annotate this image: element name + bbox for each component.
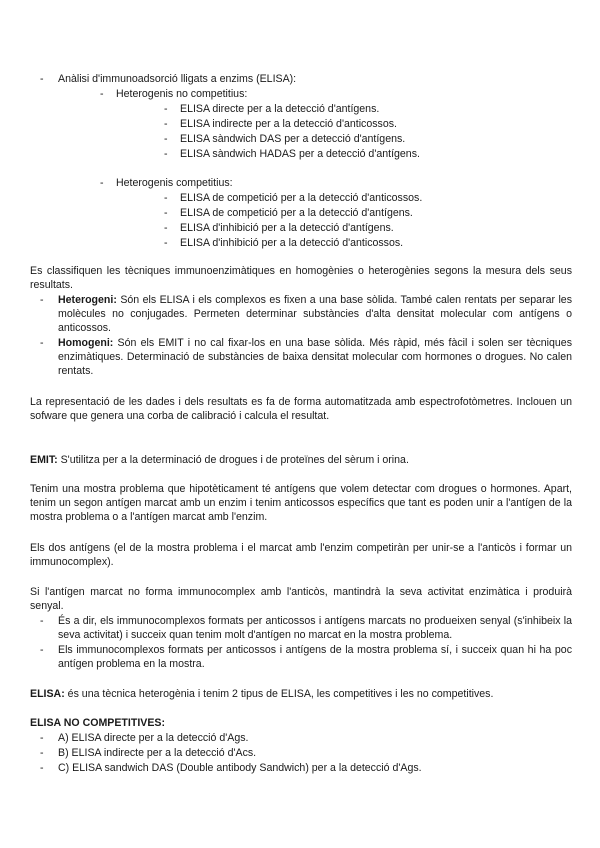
bullet-dash: - xyxy=(164,207,168,219)
list-item: ELISA de competició per a la detecció d'anticossos. xyxy=(180,192,423,204)
bullet-dash: - xyxy=(100,88,104,100)
emit-paragraph xyxy=(30,453,572,467)
classification-intro: Es classifiquen les tècniques immunoenzimàtiques en homogènies o heterogènies segons la mesura dels seus resultats. xyxy=(30,265,572,292)
bullet-dash: - xyxy=(100,177,104,189)
list-item: ELISA d'inhibició per a la detecció d'antígens. xyxy=(180,222,394,234)
list-item: A) ELISA directe per a la detecció d'Ags. xyxy=(58,732,249,744)
elisa-title: Anàlisi d'immunoadsorció lligats a enzims (ELISA): xyxy=(58,73,297,85)
bullet-dash: - xyxy=(164,148,168,160)
bullet-dash: - xyxy=(164,118,168,130)
bullet-dash: - xyxy=(40,337,44,349)
bullet-dash: - xyxy=(40,747,44,759)
list-item: ELISA d'inhibició per a la detecció d'anticossos. xyxy=(180,237,404,249)
emit-label: EMIT: xyxy=(30,454,58,466)
list-item: C) ELISA sandwich DAS (Double antibody Sandwich) per a la detecció d'Ags. xyxy=(58,762,422,774)
bullet-dash: - xyxy=(40,644,44,656)
list-item: ELISA indirecte per a la detecció d'anticossos. xyxy=(180,118,397,130)
bullet-dash: - xyxy=(40,762,44,774)
list-item: ELISA de competició per a la detecció d'antígens. xyxy=(180,207,413,219)
elisa-paragraph xyxy=(30,687,572,701)
emit-text: S'utilitza per a la determinació de drogues i de proteïnes del sèrum i orina. xyxy=(57,454,409,466)
emit-bullet-2: Els immunocomplexos formats per anticossos i antígens de la mostra problema sí, i succeix quan hi ha poc antígen problema en la mostra. xyxy=(58,644,572,671)
list-item: ELISA directe per a la detecció d'antígens. xyxy=(180,103,380,115)
heterogeni-text: Són els ELISA i els complexos es fixen a una base sòlida. També calen rentats per separar les molècules no conjugades. Permeten determinar substàncies d'alta densitat molecular com antígens o anticossos. xyxy=(58,294,572,335)
bullet-dash: - xyxy=(40,732,44,744)
bullet-dash: - xyxy=(164,192,168,204)
elisa-label: ELISA: xyxy=(30,688,65,700)
list-item: ELISA sàndwich DAS per a detecció d'antígens. xyxy=(180,133,406,145)
representation-paragraph: La representació de les dades i dels resultats es fa de forma automatitzada amb espectrofotòmetres. Inclouen un sofware que genera una corba de calibració i calcula el resultat. xyxy=(30,396,572,423)
emit-bullet-1: És a dir, els immunocomplexos formats per anticossos i antígens marcats no produeixen senyal (s'inhibeix la seva activitat) i succeix quan tenim molt d'antígen no marcat en la mostra problema. xyxy=(58,615,572,642)
bullet-dash: - xyxy=(164,237,168,249)
non-competitive-label: Heterogenis no competitius: xyxy=(116,88,248,100)
bullet-dash: - xyxy=(40,73,44,85)
bullet-dash: - xyxy=(164,103,168,115)
homogeni-text: Són els EMIT i no cal fixar-los en una base sòlida. Més ràpid, més fàcil i solen ser tècniques enzimàtiques. Determinació de substàncies de baixa densitat molecular com hormones o drogues. No calen rentats. xyxy=(58,337,572,378)
bullet-dash: - xyxy=(164,133,168,145)
elisa-text: és una tècnica heterogènia i tenim 2 tipus de ELISA, les competitives i les no competitives. xyxy=(64,688,494,700)
bullet-dash: - xyxy=(164,222,168,234)
bullet-dash: - xyxy=(40,294,44,306)
emit-p2: Els dos antígens (el de la mostra problema i el marcat amb l'enzim competiràn per unir-se a l'anticòs i formar un immunocomplex). xyxy=(30,542,572,569)
heterogeni-label: Heterogeni: xyxy=(58,294,117,306)
elisa-nc-heading: ELISA NO COMPETITIVES: xyxy=(30,717,165,729)
homogeni-item xyxy=(58,336,572,379)
bullet-dash: - xyxy=(40,615,44,627)
emit-p1: Tenim una mostra problema que hipotèticament té antígens que volem detectar com drogues o hormones. Apart, tenim un segon antígen marcat amb un enzim i tenim anticossos específics que tant es poden unir a l'antígen de la mostra problema o a l'antígen marcat amb l'enzim. xyxy=(30,483,572,524)
homogeni-label: Homogeni: xyxy=(58,337,114,349)
list-item: ELISA sàndwich HADAS per a detecció d'antígens. xyxy=(180,148,420,160)
competitive-label: Heterogenis competitius: xyxy=(116,177,233,189)
list-item: B) ELISA indirecte per a la detecció d'Acs. xyxy=(58,747,257,759)
heterogeni-item xyxy=(58,293,572,336)
emit-p3: Si l'antígen marcat no forma immunocomplex amb l'anticòs, mantindrà la seva activitat enzimàtica i produirà senyal. xyxy=(30,586,572,613)
